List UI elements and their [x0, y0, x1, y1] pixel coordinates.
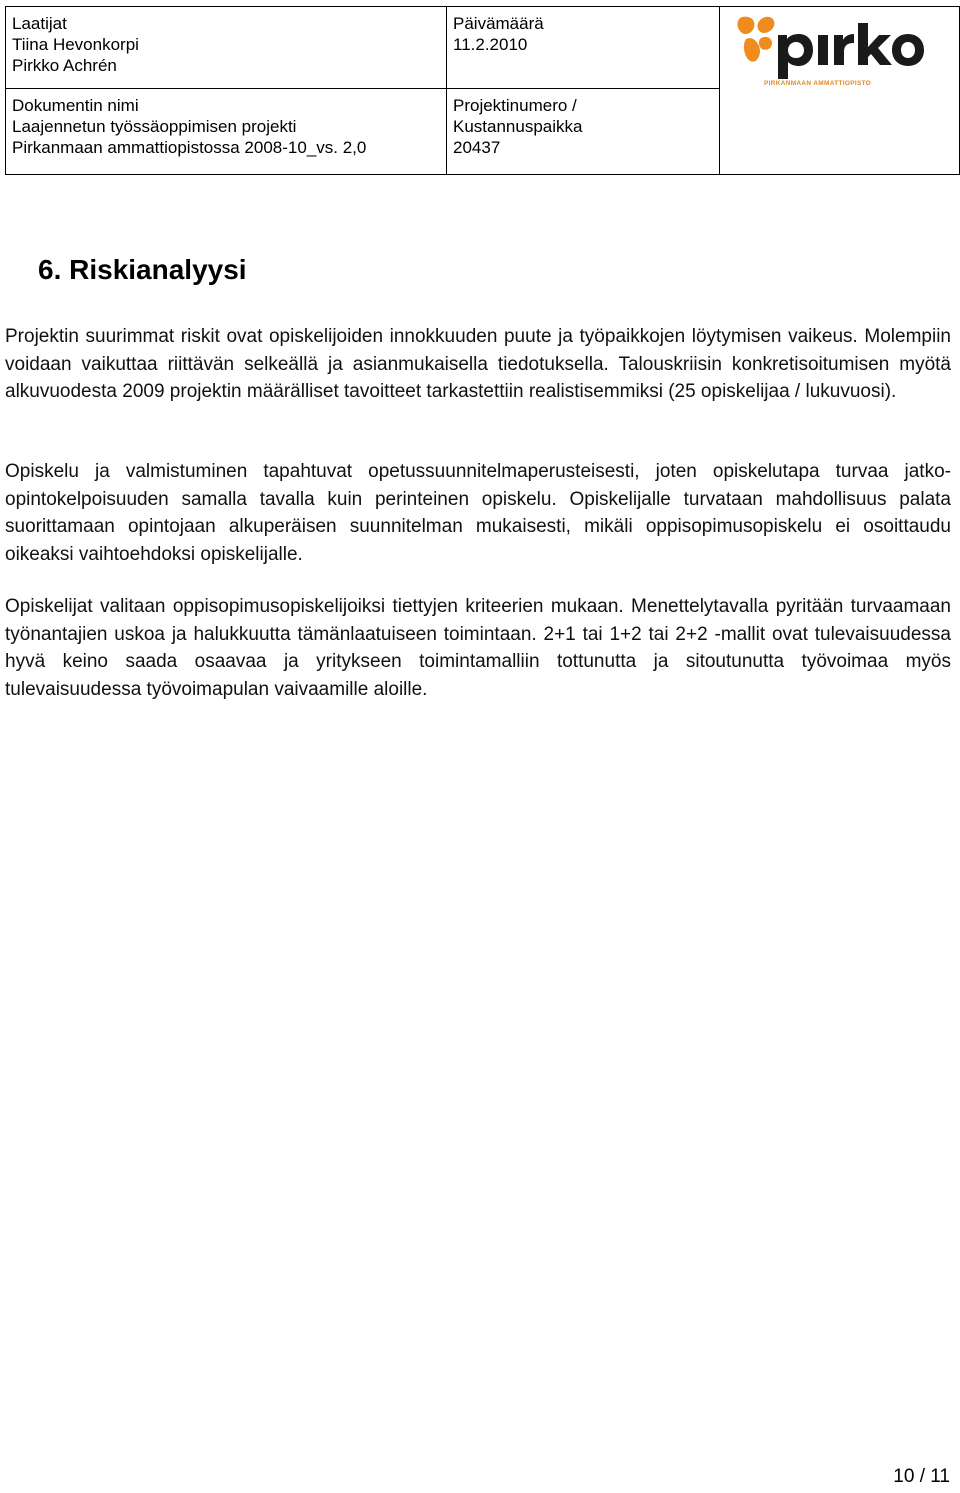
pirko-logo-icon	[728, 9, 928, 81]
authors-cell	[6, 7, 447, 89]
paragraph-selection: Opiskelijat valitaan oppisopimusopiskelijoiksi tiettyjen kriteerien mukaan. Menettelytavalla pyritään turvaamaan työnantajien uskoa ja halukkuutta tämänlaatuiseen toimintaan. 2+1 tai 1+2 tai 2+2 -mallit ovat tulevaisuudessa hyvä keino saada osaavaa ja yritykseen toimintamalliin tottunutta ja sitoutunutta työvoimaa myös tulevaisuudessa työvoimapulan vaivaamille aloille.	[5, 596, 951, 700]
logo-tagline: PIRKANMAAN AMMATTIOPISTO	[764, 80, 872, 87]
cost-center-label: Kustannuspaikka	[453, 117, 583, 136]
date-label: Päivämäärä	[453, 14, 544, 33]
document-header	[5, 6, 960, 175]
document-name-label: Dokumentin nimi	[12, 96, 139, 115]
author-name: Tiina Hevonkorpi	[12, 35, 139, 54]
paragraph-studies: Opiskelu ja valmistuminen tapahtuvat opetussuunnitelmaperusteisesti, joten opiskelutapa turvaa jatko-opintokelpoisuuden samalla tavalla kuin perinteinen opiskelu. Opiskelijalle turvataan mahdollisuus palata suorittamaan opintojaan alkuperäisen suunnitelman mukaisesti, mikäli oppisopimusopiskelu ei osoittaudu oikeaksi vaihtoehdoksi opiskelijalle.	[5, 461, 951, 565]
project-number-cell	[447, 89, 720, 175]
project-number-label: Projektinumero /	[453, 96, 577, 115]
author-name: Pirkko Achrén	[12, 56, 117, 75]
document-name-line: Laajennetun työssäoppimisen projekti	[12, 117, 297, 136]
date-value: 11.2.2010	[453, 35, 528, 54]
document-name-cell	[6, 89, 447, 175]
logo-cell	[720, 7, 960, 175]
document-name-line: Pirkanmaan ammattiopistossa 2008-10_vs. 2,0	[12, 138, 367, 157]
page-number: 10 / 11	[893, 1466, 950, 1487]
paragraph-risks: Projektin suurimmat riskit ovat opiskelijoiden innokkuuden puute ja työpaikkojen löytymisen vaikeus. Molempiin voidaan vaikuttaa riittävän selkeällä ja asianmukaisella tiedotuksella. Talouskriisin konkretisoitumisen myötä alkuvuodesta 2009 projektin määrälliset tavoitteet tarkastettiin realistisemmiksi (25 opiskelijaa / lukuvuosi).	[5, 326, 951, 402]
project-number-value: 20437	[453, 138, 501, 157]
section-heading: 6. Riskianalyysi	[38, 254, 247, 285]
date-cell	[447, 7, 720, 89]
authors-label: Laatijat	[12, 14, 67, 33]
